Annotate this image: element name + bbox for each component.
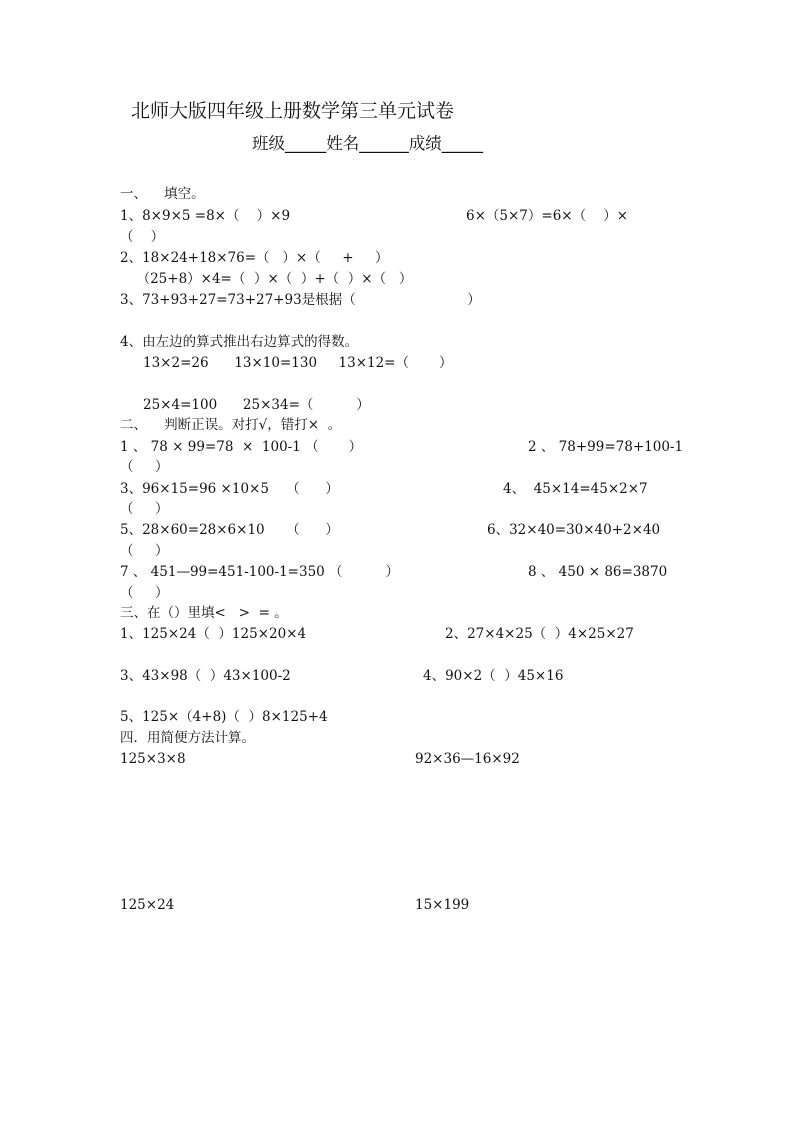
fill-q2-line-a: 2、18×24+18×76=（ ）×（ + ） bbox=[120, 250, 389, 266]
tf-q7-left: 7 、 451—99=451-100-1=350 （ ） bbox=[120, 564, 399, 580]
compare-q2-right: 2、27×4×25（ ）4×25×27 bbox=[445, 626, 634, 642]
compare-q5: 5、125×（4+8)（ ）8×125+4 bbox=[120, 709, 328, 725]
tf-q2-right: 2 、 78+99=78+100-1 bbox=[528, 439, 684, 455]
tf-q8-right: 8 、 450 × 86=3870 bbox=[528, 564, 668, 580]
page-title: 北师大版四年级上册数学第三单元试卷 bbox=[131, 100, 455, 122]
compare-q1-left: 1、125×24（ ）125×20×4 bbox=[120, 626, 307, 642]
fill-q4-row1: 13×2=26 13×10=130 13×12=（ ） bbox=[143, 355, 453, 371]
section-heading-true-false: 二、 判断正误。对打√，错打× 。 bbox=[120, 417, 342, 433]
fill-q1-left: 1、8×9×5 =8×（ ）×9 bbox=[120, 208, 291, 224]
section-heading-simplify: 四．用简便方法计算。 bbox=[120, 730, 255, 746]
compare-q4-right: 4、90×2（ ）45×16 bbox=[423, 668, 564, 684]
fill-q4-prompt: 4、由左边的算式推出右边算式的得数。 bbox=[120, 334, 359, 350]
tf-q8-continuation: （ ） bbox=[120, 585, 169, 601]
simplify-problem-1: 125×3×8 bbox=[120, 751, 186, 767]
section-heading-fill-in: 一、 填空。 bbox=[120, 186, 205, 202]
tf-q5-left: 5、28×60=28×6×10 （ ） bbox=[120, 522, 339, 538]
simplify-problem-2: 92×36—16×92 bbox=[415, 751, 520, 767]
compare-q3-left: 3、43×98（ ）43×100-2 bbox=[120, 668, 291, 684]
tf-q6-continuation: （ ） bbox=[120, 543, 169, 559]
tf-q4-continuation: （ ） bbox=[120, 501, 169, 517]
fill-q2-line-b: （25+8）×4=（ ）×（ ）+（ ）×（ ） bbox=[128, 271, 413, 287]
tf-q3-left: 3、96×15=96 ×10×5 （ ） bbox=[120, 481, 339, 497]
simplify-problem-3: 125×24 bbox=[120, 897, 175, 913]
tf-q2-continuation: （ ） bbox=[120, 459, 169, 475]
tf-q6-right: 6、32×40=30×40+2×40 bbox=[487, 522, 661, 538]
fill-q1-right: 6×（5×7）=6×（ ）× bbox=[466, 208, 629, 224]
tf-q1-left: 1 、 78 × 99=78 × 100-1 （ ） bbox=[120, 439, 363, 455]
tf-q4-right: 4、 45×14=45×2×7 bbox=[503, 481, 648, 497]
fill-q1-continuation: （ ） bbox=[120, 229, 165, 245]
fill-q3: 3、73+93+27=73+27+93是根据（ ） bbox=[120, 292, 481, 308]
section-heading-compare: 三、在（）里填< > = 。 bbox=[120, 605, 288, 621]
simplify-problem-4: 15×199 bbox=[415, 897, 470, 913]
fill-q4-row2: 25×4=100 25×34=（ ） bbox=[143, 397, 370, 413]
student-info-line: 班级_____姓名______成绩_____ bbox=[252, 134, 483, 153]
